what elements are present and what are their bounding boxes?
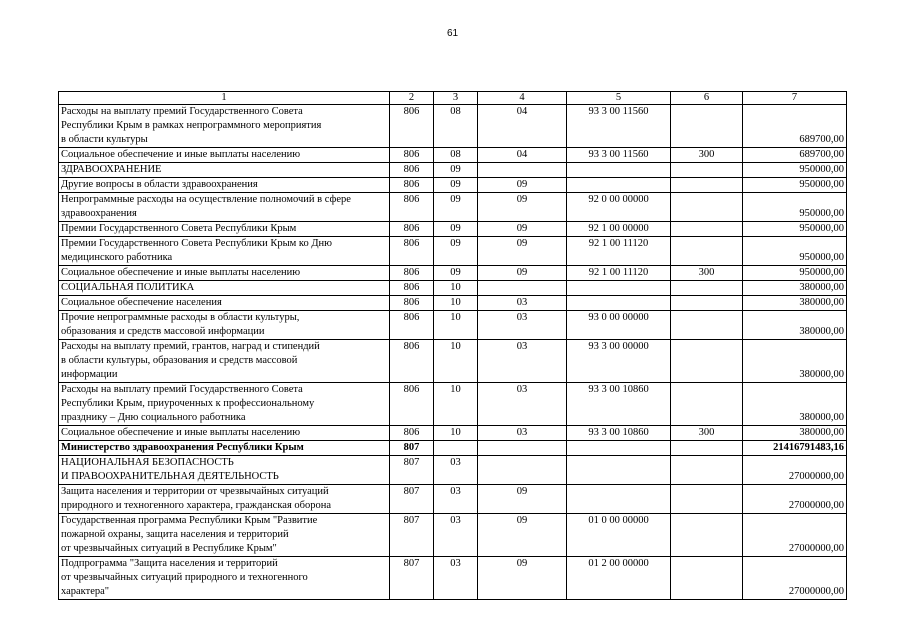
column-header: 3 <box>434 92 478 105</box>
admin-code-cell: 806 <box>390 237 434 266</box>
expense-type-cell <box>671 557 743 600</box>
amount-cell: 689700,00 <box>743 105 847 148</box>
table-body <box>59 105 847 600</box>
admin-code-cell: 806 <box>390 383 434 426</box>
subsection-cell: 04 <box>478 148 567 163</box>
target-article-cell: 93 0 00 00000 <box>567 311 671 340</box>
row-name-cell: ЗДРАВООХРАНЕНИЕ <box>59 163 390 178</box>
table-row <box>59 222 847 237</box>
table-row <box>59 266 847 281</box>
section-cell: 10 <box>434 340 478 383</box>
table-row <box>59 178 847 193</box>
expense-type-cell <box>671 237 743 266</box>
column-header: 4 <box>478 92 567 105</box>
table-row <box>59 340 847 383</box>
page-number: 61 <box>446 28 459 39</box>
admin-code-cell: 807 <box>390 485 434 514</box>
row-name-cell: НАЦИОНАЛЬНАЯ БЕЗОПАСНОСТЬ И ПРАВООХРАНИТЕЛЬНАЯ ДЕЯТЕЛЬНОСТЬ <box>59 456 390 485</box>
table-row <box>59 296 847 311</box>
row-name-cell: Социальное обеспечение и иные выплаты населению <box>59 266 390 281</box>
target-article-cell <box>567 163 671 178</box>
subsection-cell <box>478 281 567 296</box>
expense-type-cell <box>671 340 743 383</box>
column-header: 6 <box>671 92 743 105</box>
row-name-cell: Расходы на выплату премий Государственного Совета Республики Крым, приуроченных к профессиональному празднику – Дню социального работника <box>59 383 390 426</box>
amount-cell: 950000,00 <box>743 193 847 222</box>
section-cell: 09 <box>434 266 478 281</box>
target-article-cell: 93 3 00 00000 <box>567 340 671 383</box>
subsection-cell: 09 <box>478 557 567 600</box>
section-cell: 09 <box>434 178 478 193</box>
section-cell: 03 <box>434 514 478 557</box>
subsection-cell: 09 <box>478 514 567 557</box>
admin-code-cell: 807 <box>390 514 434 557</box>
target-article-cell: 92 1 00 11120 <box>567 237 671 266</box>
amount-cell: 950000,00 <box>743 237 847 266</box>
table-row <box>59 441 847 456</box>
target-article-cell <box>567 178 671 193</box>
amount-cell: 950000,00 <box>743 266 847 281</box>
expense-type-cell: 300 <box>671 426 743 441</box>
amount-cell: 380000,00 <box>743 296 847 311</box>
row-name-cell: Прочие непрограммные расходы в области культуры, образования и средств массовой информации <box>59 311 390 340</box>
section-cell: 10 <box>434 383 478 426</box>
table-row <box>59 456 847 485</box>
section-cell: 03 <box>434 456 478 485</box>
row-name-cell: СОЦИАЛЬНАЯ ПОЛИТИКА <box>59 281 390 296</box>
target-article-cell: 92 1 00 11120 <box>567 266 671 281</box>
expense-type-cell <box>671 456 743 485</box>
section-cell: 08 <box>434 148 478 163</box>
row-name-cell: Социальное обеспечение населения <box>59 296 390 311</box>
section-cell: 03 <box>434 485 478 514</box>
table-row <box>59 105 847 148</box>
admin-code-cell: 806 <box>390 281 434 296</box>
table-row <box>59 281 847 296</box>
column-header: 5 <box>567 92 671 105</box>
table-row <box>59 163 847 178</box>
expense-type-cell <box>671 281 743 296</box>
table-row <box>59 485 847 514</box>
target-article-cell <box>567 485 671 514</box>
section-cell: 09 <box>434 193 478 222</box>
amount-cell: 380000,00 <box>743 281 847 296</box>
table-row <box>59 557 847 600</box>
target-article-cell: 01 0 00 00000 <box>567 514 671 557</box>
expense-type-cell <box>671 222 743 237</box>
amount-cell: 950000,00 <box>743 178 847 193</box>
target-article-cell: 93 3 00 11560 <box>567 148 671 163</box>
subsection-cell <box>478 456 567 485</box>
expense-type-cell <box>671 441 743 456</box>
admin-code-cell: 806 <box>390 426 434 441</box>
section-cell: 10 <box>434 311 478 340</box>
amount-cell: 950000,00 <box>743 163 847 178</box>
admin-code-cell: 806 <box>390 222 434 237</box>
target-article-cell <box>567 456 671 485</box>
target-article-cell: 92 1 00 00000 <box>567 222 671 237</box>
subsection-cell: 03 <box>478 296 567 311</box>
header-row <box>59 92 847 105</box>
section-cell: 10 <box>434 296 478 311</box>
row-name-cell: Защита населения и территории от чрезвычайных ситуаций природного и техногенного характера, гражданская оборона <box>59 485 390 514</box>
amount-cell: 380000,00 <box>743 340 847 383</box>
expense-type-cell <box>671 514 743 557</box>
amount-cell: 689700,00 <box>743 148 847 163</box>
section-cell: 09 <box>434 163 478 178</box>
subsection-cell: 03 <box>478 311 567 340</box>
subsection-cell: 04 <box>478 105 567 148</box>
subsection-cell: 09 <box>478 178 567 193</box>
subsection-cell: 03 <box>478 426 567 441</box>
subsection-cell: 09 <box>478 266 567 281</box>
admin-code-cell: 806 <box>390 148 434 163</box>
expense-type-cell: 300 <box>671 266 743 281</box>
column-header: 1 <box>59 92 390 105</box>
table-row <box>59 426 847 441</box>
expense-type-cell <box>671 193 743 222</box>
admin-code-cell: 807 <box>390 557 434 600</box>
expense-type-cell <box>671 105 743 148</box>
target-article-cell <box>567 296 671 311</box>
amount-cell: 380000,00 <box>743 311 847 340</box>
expense-type-cell <box>671 163 743 178</box>
target-article-cell: 93 3 00 10860 <box>567 426 671 441</box>
admin-code-cell: 806 <box>390 163 434 178</box>
amount-cell: 950000,00 <box>743 222 847 237</box>
amount-cell: 27000000,00 <box>743 557 847 600</box>
table-row <box>59 193 847 222</box>
section-cell <box>434 441 478 456</box>
table-row <box>59 148 847 163</box>
row-name-cell: Расходы на выплату премий, грантов, наград и стипендий в области культуры, образования и средств массовой информации <box>59 340 390 383</box>
amount-cell: 27000000,00 <box>743 456 847 485</box>
table-row <box>59 514 847 557</box>
expense-type-cell: 300 <box>671 148 743 163</box>
amount-cell: 27000000,00 <box>743 514 847 557</box>
section-cell: 10 <box>434 281 478 296</box>
subsection-cell: 09 <box>478 485 567 514</box>
expense-type-cell <box>671 311 743 340</box>
section-cell: 09 <box>434 222 478 237</box>
subsection-cell: 09 <box>478 222 567 237</box>
row-name-cell: Социальное обеспечение и иные выплаты населению <box>59 148 390 163</box>
amount-cell: 380000,00 <box>743 426 847 441</box>
expense-type-cell <box>671 296 743 311</box>
column-header: 7 <box>743 92 847 105</box>
amount-cell: 27000000,00 <box>743 485 847 514</box>
subsection-cell: 03 <box>478 340 567 383</box>
expense-type-cell <box>671 383 743 426</box>
column-header: 2 <box>390 92 434 105</box>
subsection-cell: 03 <box>478 383 567 426</box>
subsection-cell: 09 <box>478 237 567 266</box>
row-name-cell: Премии Государственного Совета Республики Крым <box>59 222 390 237</box>
admin-code-cell: 806 <box>390 340 434 383</box>
table-row <box>59 311 847 340</box>
row-name-cell: Премии Государственного Совета Республики Крым ко Дню медицинского работника <box>59 237 390 266</box>
admin-code-cell: 807 <box>390 456 434 485</box>
row-name-cell: Непрограммные расходы на осуществление полномочий в сфере здравоохранения <box>59 193 390 222</box>
admin-code-cell: 806 <box>390 105 434 148</box>
amount-cell: 380000,00 <box>743 383 847 426</box>
section-cell: 03 <box>434 557 478 600</box>
target-article-cell: 93 3 00 11560 <box>567 105 671 148</box>
admin-code-cell: 806 <box>390 178 434 193</box>
row-name-cell: Другие вопросы в области здравоохранения <box>59 178 390 193</box>
target-article-cell <box>567 441 671 456</box>
subsection-cell: 09 <box>478 193 567 222</box>
admin-code-cell: 806 <box>390 296 434 311</box>
target-article-cell: 92 0 00 00000 <box>567 193 671 222</box>
row-name-cell: Подпрограмма "Защита населения и территорий от чрезвычайных ситуаций природного и техногенного характера" <box>59 557 390 600</box>
table-row <box>59 237 847 266</box>
target-article-cell <box>567 281 671 296</box>
subsection-cell <box>478 163 567 178</box>
row-name-cell: Государственная программа Республики Крым "Развитие пожарной охраны, защита населения и территорий от чрезвычайных ситуаций в Республике Крым" <box>59 514 390 557</box>
target-article-cell: 01 2 00 00000 <box>567 557 671 600</box>
budget-table <box>58 91 847 600</box>
admin-code-cell: 806 <box>390 266 434 281</box>
target-article-cell: 93 3 00 10860 <box>567 383 671 426</box>
subsection-cell <box>478 441 567 456</box>
section-cell: 10 <box>434 426 478 441</box>
admin-code-cell: 806 <box>390 193 434 222</box>
expense-type-cell <box>671 178 743 193</box>
row-name-cell: Расходы на выплату премий Государственного Совета Республики Крым в рамках непрограммного мероприятия в области культуры <box>59 105 390 148</box>
expense-type-cell <box>671 485 743 514</box>
amount-cell: 21416791483,16 <box>743 441 847 456</box>
admin-code-cell: 807 <box>390 441 434 456</box>
section-cell: 09 <box>434 237 478 266</box>
admin-code-cell: 806 <box>390 311 434 340</box>
row-name-cell: Министерство здравоохранения Республики Крым <box>59 441 390 456</box>
section-cell: 08 <box>434 105 478 148</box>
table-row <box>59 383 847 426</box>
row-name-cell: Социальное обеспечение и иные выплаты населению <box>59 426 390 441</box>
